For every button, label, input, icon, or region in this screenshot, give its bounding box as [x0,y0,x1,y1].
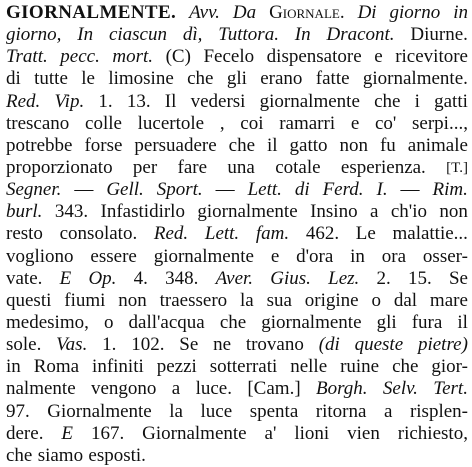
entry-word: Lez. [328,267,360,289]
entry-word: Da [232,2,257,23]
entry-word: fatte [315,68,350,90]
entry-word: Lett. [204,223,240,245]
entry-word: forse [84,134,123,156]
entry-word: giornalmente. [362,68,468,90]
entry-word: gatti [434,90,468,112]
entry-word: a [383,400,393,422]
entry-word: che [187,68,214,90]
entry-word: a [171,378,181,400]
entry-word: in [350,245,365,267]
entry-word: Fecelo [203,46,255,68]
entry-word: In [77,24,94,46]
entry-word: e [270,245,280,267]
entry-word: di [6,68,21,90]
entry-word: il [457,311,468,333]
entry-line [6,378,468,400]
entry-word: ritorna [315,400,367,422]
entry-word: dere. [6,422,44,444]
entry-word: medesimo, [6,311,89,333]
entry-line [6,113,468,135]
entry-word: Borgh. [316,378,368,400]
entry-word: Se [179,334,199,356]
entry-word: ciascun [108,24,167,46]
entry-word: lioni [294,422,330,444]
entry-word: Rim. [432,179,468,201]
entry-word: [T.] [446,159,468,176]
entry-word: una [227,156,255,178]
entry-word: giornalmente [197,201,298,223]
entry-word: Sport. [156,179,203,201]
entry-word: vengono [91,378,157,400]
entry-word: lucertole [137,112,205,134]
entry-word: — [74,179,94,201]
entry-word: Diurne. [410,24,468,46]
entry-word: giornalmente [153,245,254,267]
entry-word: ramarri [279,112,336,134]
entry-word: giornalmente [259,90,360,112]
entry-word: risplen- [409,400,468,422]
entry-line [6,423,468,445]
entry-word: Tuttora. [218,24,279,46]
entry-word: vogliono [6,245,74,267]
entry-word: che [374,90,401,112]
entry-word: tutte [34,68,68,90]
entry-word: traessero [159,289,228,311]
entry-word: Red. [6,90,41,112]
entry-word: questi [6,289,52,311]
entry-word: burl. [6,201,43,223]
entry-word: resto [6,223,43,245]
entry-word: luce [200,400,233,422]
entry-word: consolato. [59,223,138,245]
entry-word: fiumi [64,289,106,311]
entry-word: o [103,311,114,333]
entry-line [6,290,468,312]
entry-word: 15. [408,267,432,289]
entry-line [6,356,468,378]
entry-word: [Cam.] [247,378,301,400]
entry-word: Vas. [56,334,88,356]
entry-line [6,179,468,201]
entry-word: Se [448,267,468,289]
dictionary-entry [6,2,468,467]
entry-word: — [400,179,420,201]
entry-word: non [439,201,468,223]
entry-word: Giornalmente [142,422,247,444]
entry-word: , [219,112,225,134]
entry-word: trescano [6,112,70,134]
entry-word: (di [318,334,340,356]
entry-word: — [215,179,235,201]
entry-word: pecc. [60,46,100,68]
entry-word: Di [357,2,377,23]
entry-word: il [267,134,278,156]
entry-word: ora [381,245,407,267]
entry-word: siamo [37,444,84,466]
entry-word: vien [347,422,380,444]
entry-word: dì, [182,24,203,46]
entry-word: dispensatore [266,46,362,68]
entry-word: 102. [131,334,165,356]
entry-word: osser- [422,245,468,267]
entry-line [6,246,468,268]
headword: GIORNALMENTE. [6,2,177,23]
entry-word: vedersi [190,90,246,112]
entry-word: 4. [133,267,148,289]
entry-word: proporzionato [6,156,113,178]
entry-word: che [392,356,419,378]
entry-word: 167. [90,422,125,444]
entry-word: 97. [6,400,30,422]
entry-word: fare [177,156,208,178]
entry-word: origine [304,289,359,311]
entry-word: dal [393,289,418,311]
entry-word: vate. [6,267,43,289]
entry-word: Tert. [433,378,468,400]
entry-word: potrebbe [6,134,73,156]
entry-line [6,157,468,179]
entry-word: dall'acqua [128,311,205,333]
entry-word: serpi..., [412,112,468,134]
entry-word: pezzi [156,356,197,378]
entry-word: 462. [305,223,340,245]
entry-word: Giornalmente [47,400,152,422]
entry-word: esposti. [88,444,146,466]
entry-word: In [294,24,311,46]
entry-word: la [240,289,254,311]
entry-word: coi [240,112,264,134]
entry-word: E [61,422,73,444]
entry-word: per [132,156,158,178]
entry-word: Selv. [382,378,418,400]
entry-word: che [6,444,33,466]
entry-word: Insino [310,201,358,223]
entry-word: gli [226,68,247,90]
entry-word: ricevitore [395,46,468,68]
entry-word: mort. [112,46,154,68]
entry-word: Giornale. [269,2,345,23]
entry-word: nalmente [6,378,76,400]
entry-line [6,46,468,68]
entry-word: e [374,46,383,68]
entry-word: le [81,68,95,90]
entry-word: nelle [290,356,328,378]
entry-word: a [369,201,379,223]
entry-word: Aver. [215,267,254,289]
entry-word: che [219,311,247,333]
entry-word: colle [85,112,122,134]
entry-word: queste [354,334,404,356]
entry-word: giornalmente [261,311,362,333]
entry-word: non [118,289,147,311]
entry-word: 1. [102,334,117,356]
entry-word: Segner. [6,179,62,201]
entry-word: ch'io [390,201,427,223]
entry-line [6,24,468,46]
entry-word: erano [260,68,303,90]
entry-word: o [371,289,381,311]
entry-word: sotterrati [209,356,278,378]
entry-word: animale [407,134,468,156]
entry-word: Il [164,90,177,112]
entry-word: infiniti [92,356,144,378]
entry-word: 1. [98,90,113,112]
entry-word: persuadere [134,134,217,156]
entry-word: 343. [54,201,89,223]
entry-line [6,201,468,223]
entry-line [6,334,468,356]
entry-word: 13. [126,90,151,112]
entry-word: gatto [289,134,328,156]
entry-word: di [294,179,310,201]
entry-word: pietre) [417,334,468,356]
entry-word: malattie... [392,223,468,245]
entry-word: Gell. [106,179,144,201]
entry-word: cotale [275,156,321,178]
entry-word: trovano [245,334,304,356]
entry-word: esperienza. [340,156,426,178]
entry-word: che [228,134,256,156]
entry-word: Dracont. [326,24,395,46]
entry-word: Vip. [54,90,85,112]
entry-word: Ferd. [322,179,364,201]
entry-word: non [339,134,368,156]
entry-word: mare [429,289,468,311]
entry-word: fam. [255,223,290,245]
entry-word: Le [355,223,376,245]
entry-line [6,68,468,90]
entry-word: ruine [340,356,380,378]
entry-line [6,135,468,157]
entry-word: d'ora [296,245,334,267]
entry-word: Op. [88,267,117,289]
entry-word: gior- [431,356,468,378]
entry-word: richiesto, [397,422,468,444]
entry-word: I. [376,179,388,201]
entry-word: essere [90,245,137,267]
entry-word: co' [374,112,397,134]
entry-word: Red. [153,223,189,245]
entry-word: limosine [108,68,174,90]
entry-word: gli [376,311,397,333]
entry-word: giorno [389,2,441,23]
entry-word: sole. [6,334,42,356]
entry-word: E [59,267,72,289]
entry-line [6,445,468,467]
entry-word: Gius. [270,267,311,289]
entry-line [6,268,468,290]
entry-line [6,2,468,24]
entry-word: Infastidirlo [100,201,185,223]
entry-word: sua [266,289,292,311]
entry-word: in [453,2,468,23]
entry-line [6,223,468,245]
entry-word: (C) [165,46,191,68]
entry-line [6,401,468,423]
entry-word: Avv. [189,2,220,23]
entry-word: Tratt. [6,46,48,68]
entry-word: 2. [376,267,391,289]
entry-word: giorno, [6,24,62,46]
entry-word: 348. [165,267,199,289]
entry-word: la [169,400,183,422]
entry-word: e [350,112,360,134]
entry-line [6,312,468,334]
entry-word: a' [264,422,277,444]
entry-word: fura [411,311,443,333]
entry-word: i [414,90,420,112]
entry-word: Lett. [247,179,282,201]
entry-word: ne [213,334,232,356]
entry-word: spenta [249,400,299,422]
entry-word: fu [379,134,396,156]
entry-word: in [6,356,21,378]
entry-word: luce. [195,378,232,400]
entry-word: Roma [33,356,80,378]
entry-line [6,91,468,113]
